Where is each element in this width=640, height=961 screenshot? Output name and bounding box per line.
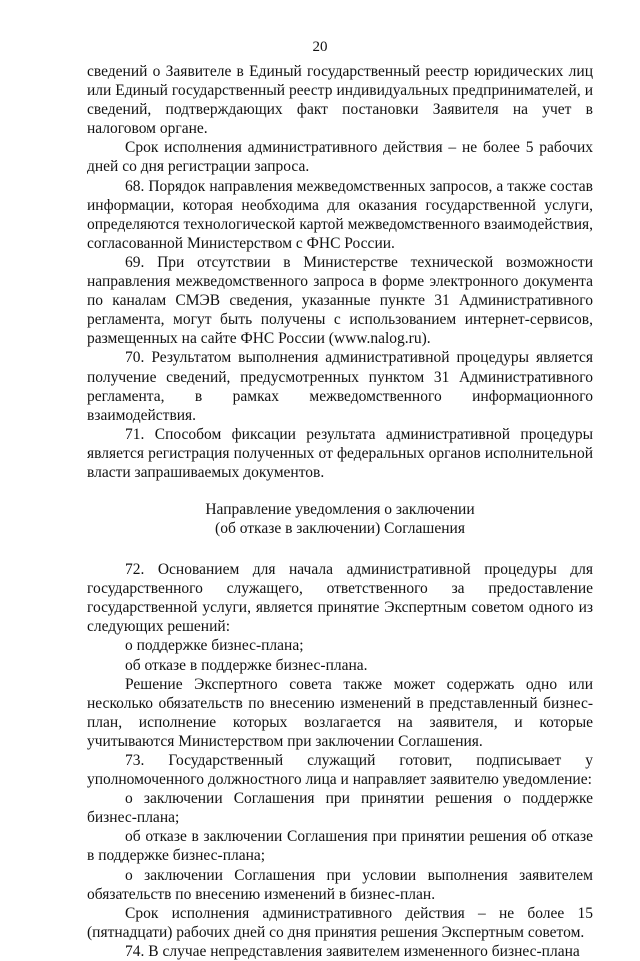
paragraph-73: 73. Государственный служащий готовит, подписывает у уполномоченного должностного лица и направляет заявителю уведомление: [87,752,593,789]
list-item-conclusion-support: о заключении Соглашения при принятии решения о поддержке бизнес-плана; [87,790,593,827]
list-item-support-plan: о поддержке бизнес-плана; [125,637,304,655]
paragraph-council-decision: Решение Экспертного совета также может содержать одно или несколько обязательств по внесению изменений в представленный бизнес-план, исполнение которых возлагается на заявителя, и которые учитываются Министерством при заключении Соглашения. [87,675,593,750]
paragraph-72: 72. Основанием для начала административной процедуры для государственного служащего, ответственного за предоставление государственной услуги, является принятие Экспертным советом одного из следующих решений: [87,561,593,636]
list-item-conditional-conclusion: о заключении Соглашения при условии выполнения заявителем обязательств по внесению изменений в бизнес-план. [87,866,593,903]
page-number: 20 [312,39,328,55]
paragraph-74: 74. В случае непредставления заявителем измененного бизнес-плана [125,942,580,960]
document-body [87,62,593,961]
list-item-refusal-conclusion: об отказе в заключении Соглашения при принятии решения об отказе в поддержке бизнес-плана; [87,828,593,865]
section-heading [87,500,593,538]
paragraph-deadline-5-days: Срок исполнения административного действия – не более 5 рабочих дней со дня регистрации запроса. [87,139,593,176]
paragraph-68: 68. Порядок направления межведомственных запросов, а также состав информации, которая необходима для оказания государственной услуги, определяются технологической картой межведомственного взаимодействия, согласованной Министерством с ФНС России. [87,177,593,252]
paragraph-69: 69. При отсутствии в Министерстве технической возможности направления межведомственного запроса в форме электронного документа по каналам СМЭВ сведения, указанные пункте 31 Административного регламента, могут быть получены с использованием интернет-сервисов, размещенных на сайте ФНС России (www.nalog.ru). [87,253,593,348]
list-item-refuse-support: об отказе в поддержке бизнес-плана. [125,656,368,674]
paragraph-71: 71. Способом фиксации результата административной процедуры является регистрация полученных от федеральных органов исполнительной власти запрашиваемых документов. [87,425,593,481]
paragraph-70: 70. Результатом выполнения административной процедуры является получение сведений, предусмотренных пунктом 31 Административного регламента, в рамках межведомственного информационного взаимодействия. [87,349,593,424]
paragraph-deadline-15-days: Срок исполнения административного действия – не более 15 (пятнадцати) рабочих дней со дня принятия решения Экспертным советом. [87,904,593,941]
section-heading-line-2: (об отказе в заключении) Соглашения [215,520,465,538]
section-heading-line-1: Направление уведомления о заключении [205,501,475,519]
paragraph-continuation: сведений о Заявителе в Единый государственный реестр юридических лиц или Единый государственный реестр индивидуальных предпринимателей, и сведений, подтверждающих факт постановки Заявителя на учет в налоговом органе. [87,63,593,138]
